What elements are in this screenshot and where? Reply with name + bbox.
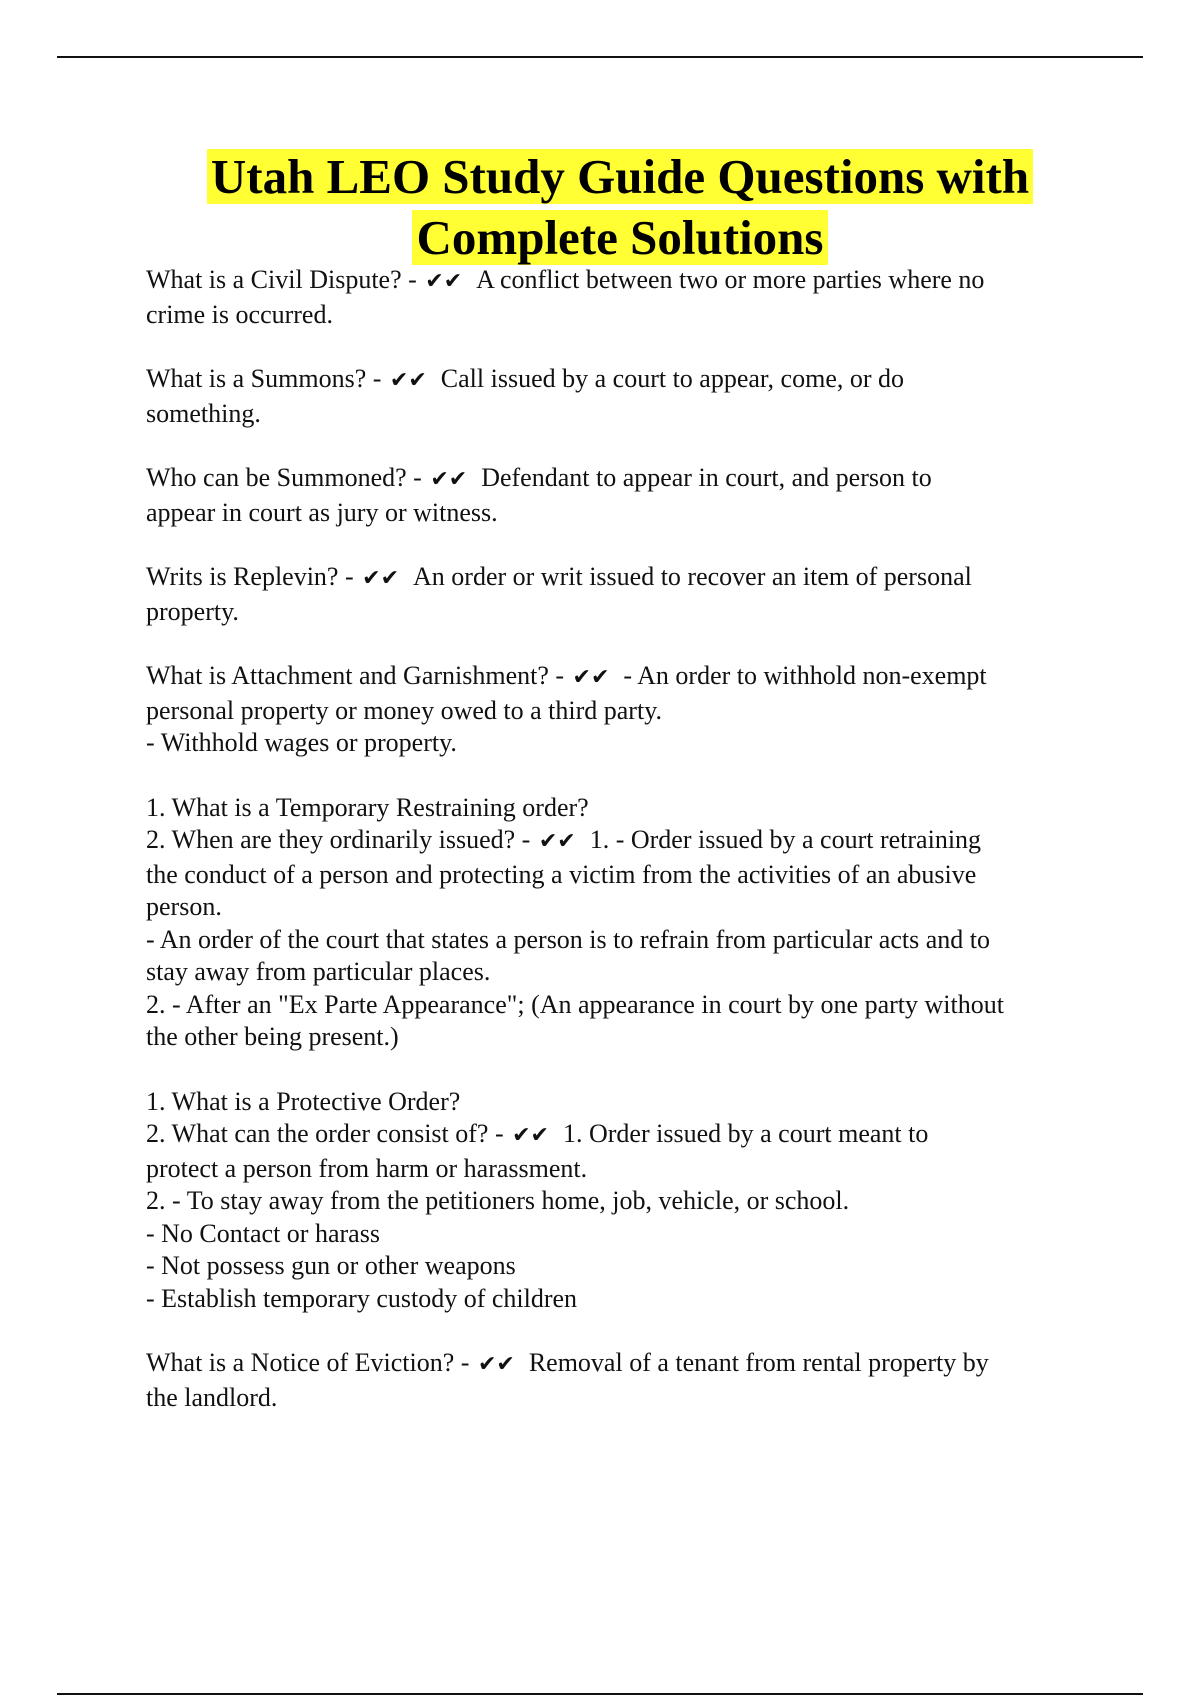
answer-text: Removal of a tenant from rental property by <box>528 1348 989 1377</box>
answer-text: the conduct of a person and protecting a victim from the activities of an abusive <box>146 859 977 889</box>
qa-item-summoned <box>146 462 1096 529</box>
question-text: 2. What can the order consist of? - <box>146 1119 504 1148</box>
title-line-2: Complete Solutions <box>412 210 827 265</box>
answer-text: person. <box>146 892 222 921</box>
double-check-icon: ✔✔ <box>425 269 463 294</box>
page-title <box>80 146 1160 268</box>
question-text: What is a Notice of Eviction? - <box>146 1348 470 1377</box>
qa-line <box>146 660 1096 695</box>
double-check-icon: ✔✔ <box>572 665 610 690</box>
answer-text: crime is occurred. <box>146 299 333 329</box>
qa-line <box>146 264 1096 299</box>
answer-text: 1. Order issued by a court meant to <box>563 1119 929 1148</box>
qa-item-eviction <box>146 1347 1096 1414</box>
question-text: 2. When are they ordinarily issued? - <box>146 825 531 854</box>
qa-line <box>146 1118 1096 1153</box>
answer-text: Defendant to appear in court, and person to <box>481 463 932 492</box>
answer-text: something. <box>146 398 261 428</box>
answer-text: Call issued by a court to appear, come, or do <box>440 364 905 393</box>
double-check-icon: ✔✔ <box>538 829 576 854</box>
answer-text: 1. - Order issued by a court retraining <box>589 825 982 854</box>
answer-text: A conflict between two or more parties where no <box>476 265 985 294</box>
double-check-icon: ✔✔ <box>477 1352 515 1377</box>
answer-text: - An order of the court that states a person is to refrain from particular acts and to <box>146 924 990 954</box>
qa-item-protective-order <box>146 1086 1096 1316</box>
answer-text: - No Contact or harass <box>146 1218 380 1248</box>
answer-text: property. <box>146 596 239 626</box>
qa-item-restraining-order <box>146 792 1096 1054</box>
qa-line <box>146 363 1096 398</box>
answer-text: - Establish temporary custody of children <box>146 1283 578 1313</box>
question-text: 1. What is a Temporary Restraining order? <box>146 792 589 822</box>
question-text: What is Attachment and Garnishment? - <box>146 661 565 690</box>
qa-item-civil-dispute <box>146 264 1096 331</box>
question-text: Who can be Summoned? - <box>146 463 422 492</box>
qa-item-replevin <box>146 561 1096 628</box>
double-check-icon: ✔✔ <box>512 1123 549 1148</box>
answer-text: appear in court as jury or witness. <box>146 497 498 527</box>
qa-item-attachment <box>146 660 1096 760</box>
answer-text: - Not possess gun or other weapons <box>146 1251 516 1280</box>
question-text: What is a Civil Dispute? - <box>146 265 417 294</box>
qa-line <box>146 1347 1096 1382</box>
answer-text: personal property or money owed to a third party. <box>146 695 663 725</box>
answer-text: the landlord. <box>146 1382 278 1412</box>
answer-text: - Withhold wages or property. <box>146 728 457 757</box>
answer-text: the other being present.) <box>146 1022 399 1051</box>
answer-text: protect a person from harm or harassment. <box>146 1153 588 1183</box>
qa-item-summons <box>146 363 1096 430</box>
answer-text: stay away from particular places. <box>146 957 491 986</box>
qa-content <box>146 264 1096 1446</box>
top-rule <box>57 56 1143 58</box>
answer-text: An order or writ issued to recover an item of personal <box>413 562 972 591</box>
answer-text: 2. - After an "Ex Parte Appearance"; (An appearance in court by one party without <box>146 989 1004 1019</box>
title-line-1: Utah LEO Study Guide Questions with <box>207 149 1033 204</box>
question-text: What is a Summons? - <box>146 364 382 393</box>
question-text: Writs is Replevin? - <box>146 562 354 591</box>
qa-line <box>146 824 1096 859</box>
question-text: 1. What is a Protective Order? <box>146 1086 461 1116</box>
bottom-rule <box>57 1693 1143 1695</box>
double-check-icon: ✔✔ <box>389 368 427 393</box>
answer-text: 2. - To stay away from the petitioners home, job, vehicle, or school. <box>146 1186 850 1215</box>
double-check-icon: ✔✔ <box>362 566 400 591</box>
answer-text: - An order to withhold non-exempt <box>623 661 987 690</box>
qa-line <box>146 462 1096 497</box>
double-check-icon: ✔✔ <box>430 467 468 492</box>
qa-line <box>146 561 1096 596</box>
